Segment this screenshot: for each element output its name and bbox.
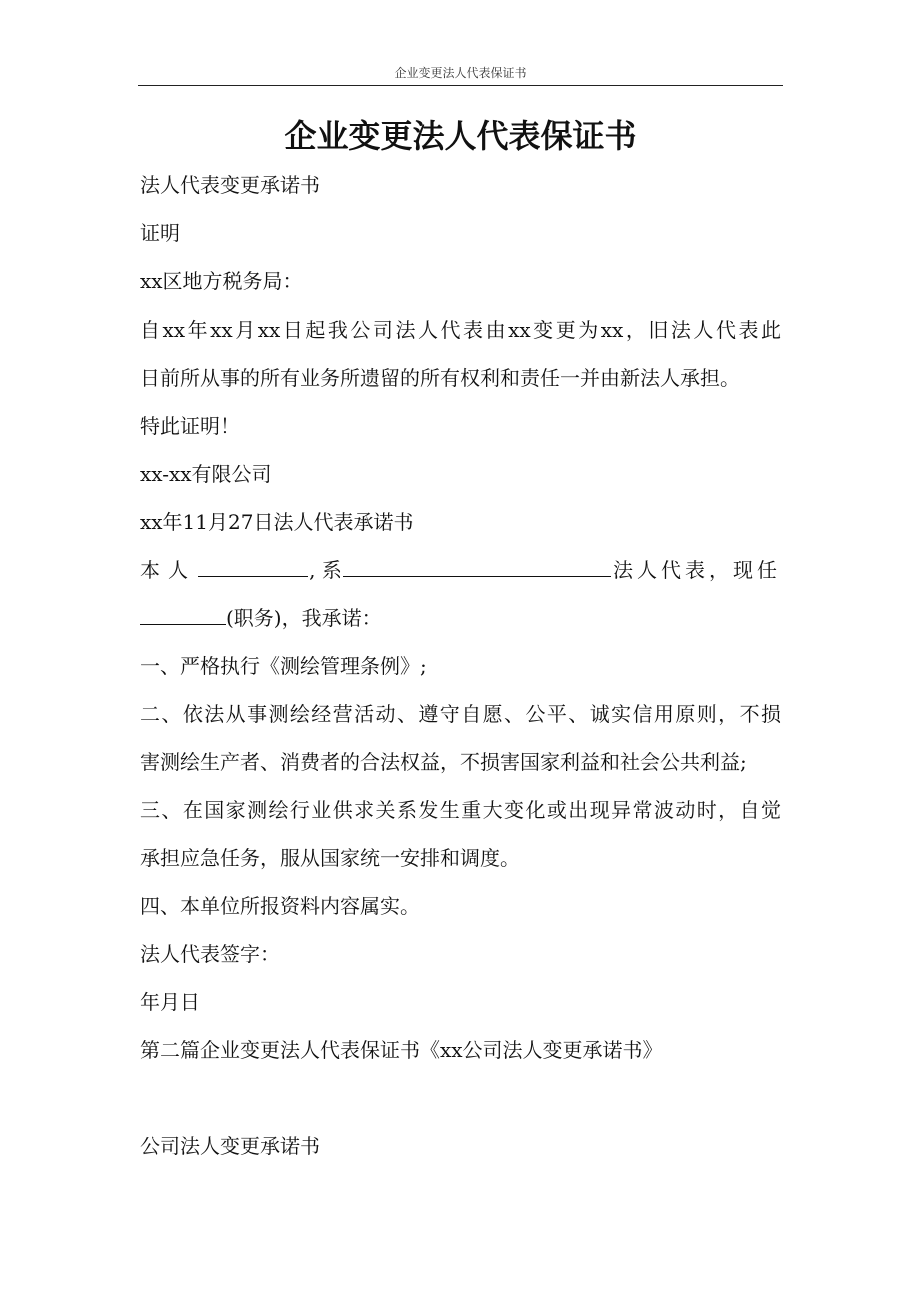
date-label: 年月日	[140, 990, 200, 1014]
pledge-item-3-line-1: 三、在国家测绘行业供求关系发生重大变化或出现异常波动时，自觉	[140, 798, 781, 822]
pledge-line	[140, 555, 781, 585]
paragraph-hereby-certify: 特此证明！	[140, 414, 240, 438]
pledge-text-self: 本人	[140, 558, 196, 582]
duty-line	[140, 603, 781, 633]
pledge-item-2-line-1: 二、依法从事测绘经营活动、遵守自愿、公平、诚实信用原则，不损	[140, 702, 781, 726]
name-blank	[198, 556, 308, 577]
paragraph-body-line-1: 自xx年xx月xx日起我公司法人代表由xx变更为xx，旧法人代表此	[140, 318, 781, 342]
pledge-text-legal-rep: 法人代表，现任	[612, 558, 781, 582]
pledge-item-2-line-2: 害测绘生产者、消费者的合法权益，不损害国家利益和社会公共利益;	[140, 750, 747, 774]
pledge-item-4: 四、本单位所报资料内容属实。	[140, 894, 420, 918]
document-title: 企业变更法人代表保证书	[284, 117, 637, 155]
pledge-text-of: , 系	[309, 558, 342, 582]
running-header: 企业变更法人代表保证书	[394, 66, 527, 80]
paragraph-body-line-2: 日前所从事的所有业务所遗留的所有权利和责任一并由新法人承担。	[140, 366, 740, 390]
second-article-heading: 第二篇企业变更法人代表保证书《xx公司法人变更承诺书》	[140, 1038, 663, 1062]
paragraph-addressee: xx区地方税务局：	[140, 269, 303, 293]
paragraph-certificate-heading: 证明	[140, 221, 180, 245]
paragraph-company-name: xx-xx有限公司	[140, 462, 272, 486]
company-blank	[343, 556, 611, 577]
company-commitment-heading: 公司法人变更承诺书	[140, 1134, 320, 1158]
position-blank	[140, 604, 226, 625]
header-divider	[138, 85, 783, 86]
pledge-item-1: 一、严格执行《测绘管理条例》;	[140, 654, 427, 678]
pledge-item-3-line-2: 承担应急任务，服从国家统一安排和调度。	[140, 846, 520, 870]
paragraph-commitment-heading: 法人代表变更承诺书	[140, 173, 320, 197]
paragraph-date-line: xx年11月27日法人代表承诺书	[140, 510, 414, 534]
signature-label: 法人代表签字：	[140, 942, 280, 966]
duty-text: (职务)，我承诺：	[226, 606, 382, 630]
